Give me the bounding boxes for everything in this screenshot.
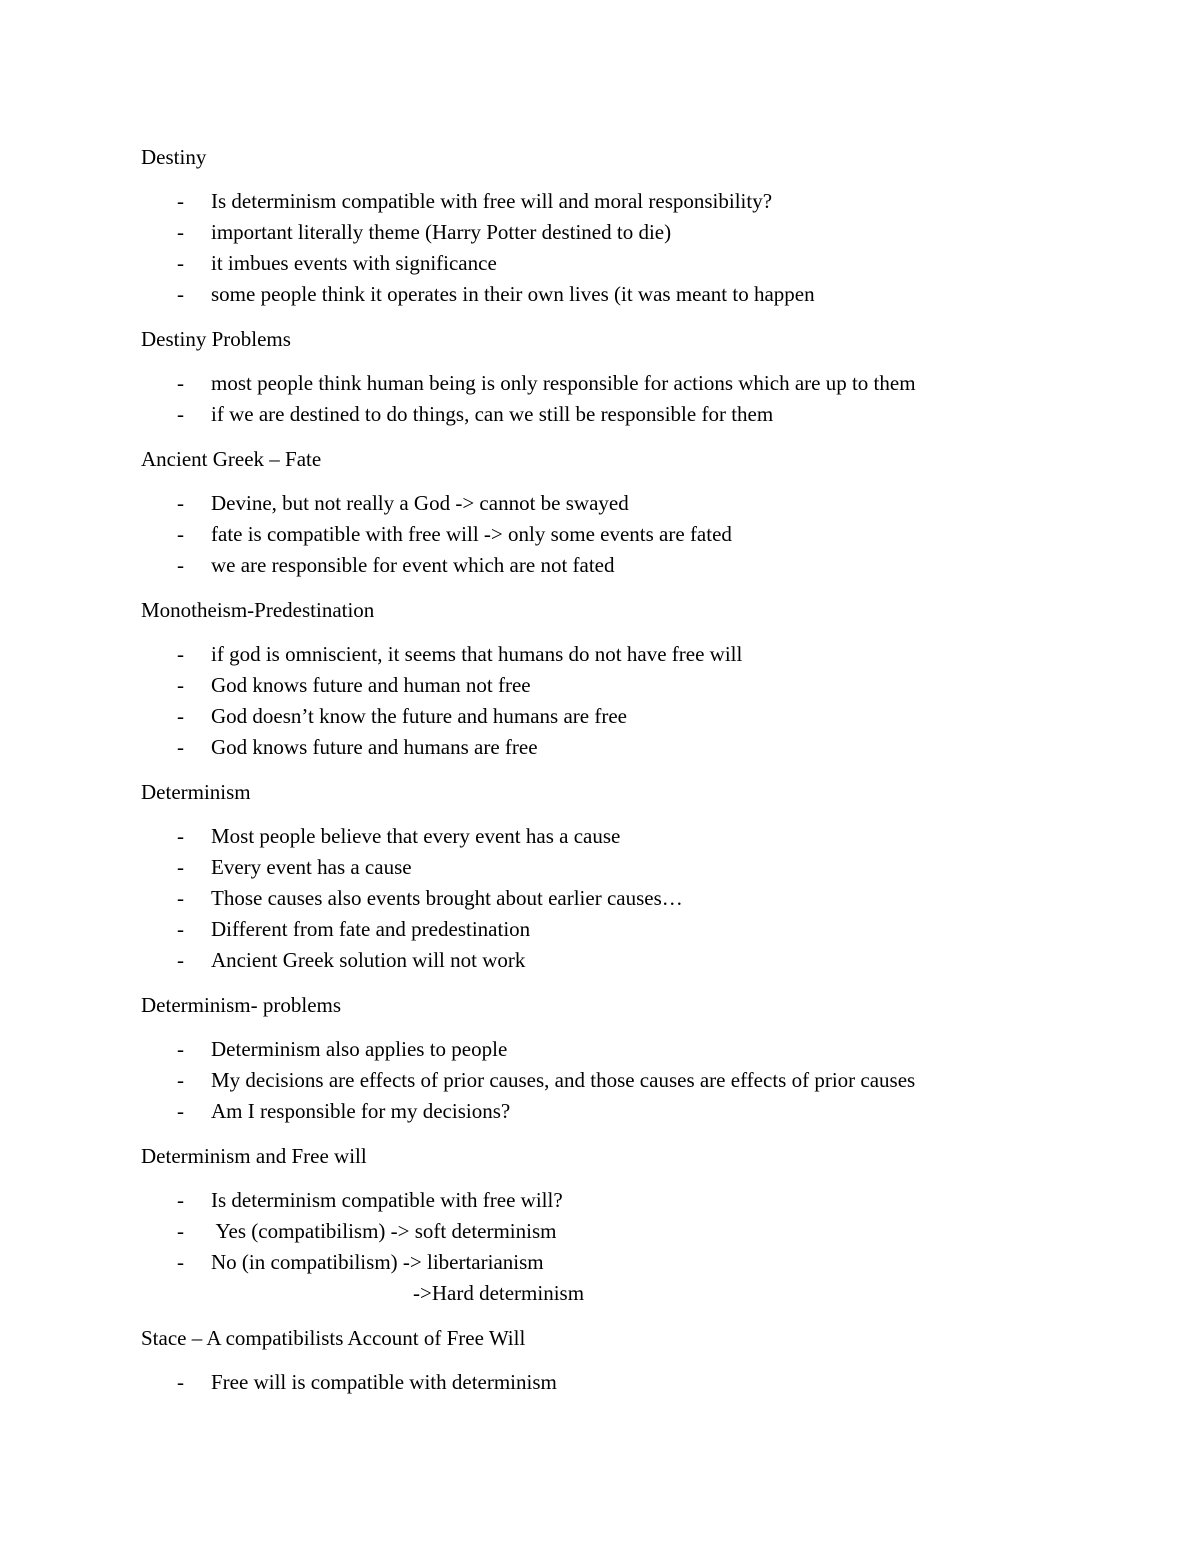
list-item-text: No (in compatibilism) -> libertarianism xyxy=(211,1250,544,1274)
bullet-list-determinism xyxy=(141,821,1041,976)
bullet-dash: - xyxy=(177,735,184,759)
list-item xyxy=(141,701,1041,732)
list-item xyxy=(141,1034,1041,1065)
list-item xyxy=(141,217,1041,248)
list-item xyxy=(141,914,1041,945)
bullet-dash: - xyxy=(177,855,184,879)
bullet-dash: - xyxy=(177,1370,184,1394)
list-item-text: Most people believe that every event has a cause xyxy=(211,824,621,848)
section-heading-destiny: Destiny xyxy=(141,145,207,169)
bullet-dash: - xyxy=(177,251,184,275)
list-item-text: God knows future and humans are free xyxy=(211,735,538,759)
list-item-text: we are responsible for event which are not fated xyxy=(211,553,615,577)
list-item-text: God doesn’t know the future and humans are free xyxy=(211,704,627,728)
list-item xyxy=(141,1185,1041,1216)
bullet-dash: - xyxy=(177,948,184,972)
list-item xyxy=(141,519,1041,550)
list-item xyxy=(141,852,1041,883)
bullet-list-destiny xyxy=(141,186,1041,310)
section-heading-destiny-problems: Destiny Problems xyxy=(141,327,291,351)
bullet-dash: - xyxy=(177,673,184,697)
list-item-text: Yes (compatibilism) -> soft determinism xyxy=(211,1219,557,1243)
list-item xyxy=(141,1247,1041,1278)
bullet-dash: - xyxy=(177,704,184,728)
section-heading-ancient-greek-fate: Ancient Greek – Fate xyxy=(141,447,322,471)
list-item-continuation: ->Hard determinism xyxy=(413,1281,585,1305)
list-item xyxy=(141,550,1041,581)
list-item xyxy=(141,488,1041,519)
list-item-text: if we are destined to do things, can we still be responsible for them xyxy=(211,402,774,426)
section-heading-determinism-and-free-will: Determinism and Free will xyxy=(141,1144,367,1168)
bullet-list-monotheism-predestination xyxy=(141,639,1041,763)
list-item-text: Is determinism compatible with free will and moral responsibility? xyxy=(211,189,773,213)
section-heading-monotheism-predestination: Monotheism-Predestination xyxy=(141,598,375,622)
list-item-text: Different from fate and predestination xyxy=(211,917,531,941)
list-item-text: Devine, but not really a God -> cannot be swayed xyxy=(211,491,629,515)
bullet-dash: - xyxy=(177,522,184,546)
list-item-text: it imbues events with significance xyxy=(211,251,497,275)
bullet-list-destiny-problems xyxy=(141,368,1041,430)
bullet-list-ancient-greek-fate xyxy=(141,488,1041,581)
list-item-text: Is determinism compatible with free will? xyxy=(211,1188,563,1212)
list-item xyxy=(141,945,1041,976)
list-item xyxy=(141,732,1041,763)
list-item xyxy=(141,368,1041,399)
bullet-dash: - xyxy=(177,886,184,910)
bullet-list-determinism-problems xyxy=(141,1034,1041,1127)
section-heading-determinism: Determinism xyxy=(141,780,251,804)
list-item xyxy=(141,1367,1041,1398)
bullet-dash: - xyxy=(177,282,184,306)
list-item-text: God knows future and human not free xyxy=(211,673,531,697)
list-item xyxy=(141,248,1041,279)
list-item xyxy=(141,883,1041,914)
list-item xyxy=(141,399,1041,430)
bullet-dash: - xyxy=(177,402,184,426)
list-item-text: fate is compatible with free will -> only some events are fated xyxy=(211,522,732,546)
bullet-dash: - xyxy=(177,917,184,941)
document-content xyxy=(141,142,1041,1412)
list-item xyxy=(141,1065,1041,1096)
list-item-text: Am I responsible for my decisions? xyxy=(211,1099,511,1123)
list-item-text: if god is omniscient, it seems that humans do not have free will xyxy=(211,642,743,666)
list-item-text: Ancient Greek solution will not work xyxy=(211,948,526,972)
bullet-dash: - xyxy=(177,491,184,515)
bullet-dash: - xyxy=(177,371,184,395)
list-item xyxy=(141,1096,1041,1127)
bullet-dash: - xyxy=(177,1037,184,1061)
list-item xyxy=(141,639,1041,670)
section-heading-stace-compatibilists-account: Stace – A compatibilists Account of Free Will xyxy=(141,1326,526,1350)
list-item xyxy=(141,1216,1041,1247)
bullet-dash: - xyxy=(177,553,184,577)
bullet-dash: - xyxy=(177,1219,184,1243)
list-item xyxy=(141,670,1041,701)
list-item-text: My decisions are effects of prior causes, and those causes are effects of prior causes xyxy=(211,1068,916,1092)
bullet-list-stace-compatibilists-account xyxy=(141,1367,1041,1398)
bullet-dash: - xyxy=(177,1099,184,1123)
bullet-dash: - xyxy=(177,1250,184,1274)
list-item xyxy=(141,186,1041,217)
bullet-dash: - xyxy=(177,1068,184,1092)
bullet-list-determinism-and-free-will xyxy=(141,1185,1041,1309)
list-item-text: important literally theme (Harry Potter destined to die) xyxy=(211,220,672,244)
list-item-text: most people think human being is only responsible for actions which are up to them xyxy=(211,371,916,395)
bullet-dash: - xyxy=(177,189,184,213)
list-item-text: Every event has a cause xyxy=(211,855,412,879)
list-item-text: Free will is compatible with determinism xyxy=(211,1370,557,1394)
bullet-dash: - xyxy=(177,220,184,244)
bullet-dash: - xyxy=(177,642,184,666)
list-item-text: Those causes also events brought about earlier causes… xyxy=(211,886,683,910)
list-item-text: some people think it operates in their own lives (it was meant to happen xyxy=(211,282,815,306)
bullet-dash: - xyxy=(177,1188,184,1212)
list-item-text: Determinism also applies to people xyxy=(211,1037,508,1061)
list-item xyxy=(141,821,1041,852)
section-heading-determinism-problems: Determinism- problems xyxy=(141,993,342,1017)
bullet-dash: - xyxy=(177,824,184,848)
list-item xyxy=(141,279,1041,310)
